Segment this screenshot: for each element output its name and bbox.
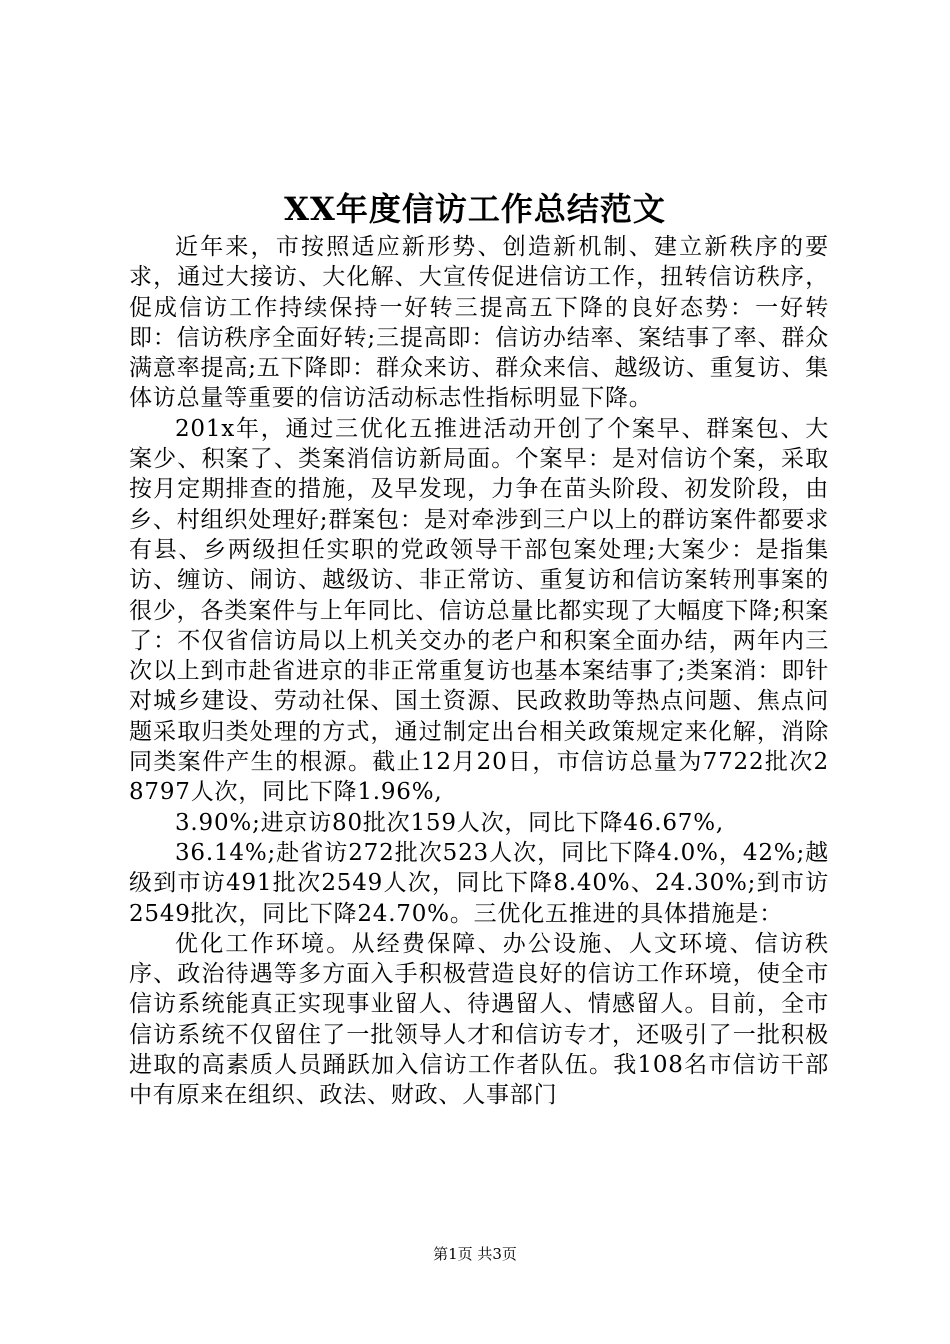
paragraph-achievements: 201x年，通过三优化五推进活动开创了个案早、群案包、大案少、积案了、类案消信访新局面。个案早：是对信访个案，采取按月定期排查的措施，及早发现，力争在苗头阶段、初发阶段，由乡、村组织处理好;群案包：是对牵涉到三户以上的群访案件都要求有县、乡两级担任实职的党政领导干部包案处理;大案少：是指集访、缠访、闹访、越级访、非正常访、重复访和信访案转刑事案的很少，各类案件与上年同比、信访总量比都实现了大幅度下降;积案了：不仅省信访局以上机关交办的老户和积案全面办结，两年内三次以上到市赴省进京的非正常重复访也基本案结事了;类案消：即针对城乡建设、劳动社保、国土资源、民政救助等热点问题、焦点问题采取归类处理的方式，通过制定出台相关政策规定来化解，消除同类案件产生的根源。截止12月20日，市信访总量为7722批次28797人次，同比下降1.96%, [129, 415, 829, 806]
paragraph-intro: 近年来，市按照适应新形势、创造新机制、建立新秩序的要求，通过大接访、大化解、大宣传促进信访工作，扭转信访秩序，促成信访工作持续保持一好转三提高五下降的良好态势：一好转即：信访秩序全面好转;三提高即：信访办结率、案结事了率、群众满意率提高;五下降即：群众来访、群众来信、越级访、重复访、集体访总量等重要的信访活动标志性指标明显下降。 [129, 234, 829, 412]
document-title: XX年度信访工作总结范文 [284, 190, 666, 228]
paragraph-work-environment: 优化工作环境。从经费保障、办公设施、人文环境、信访秩序、政治待遇等多方面入手积极营造良好的信访工作环境，使全市信访系统能真正实现事业留人、待遇留人、情感留人。目前，全市信访系统不仅留住了一批领导人才和信访专才，还吸引了一批积极进取的高素质人员踊跃加入信访工作者队伍。我108名市信访干部中有原来在组织、政法、财政、人事部门 [129, 930, 829, 1109]
document-body [129, 232, 829, 1111]
page-number-footer: 第1页 共3页 [433, 1245, 517, 1263]
paragraph-beijing-visits: 3.90%;进京访80批次159人次，同比下降46.67%, [175, 809, 724, 836]
paragraph-province-visits: 36.14%;赴省访272批次523人次，同比下降4.0%，42%;越级到市访491批次2549人次，同比下降8.40%、24.30%;到市访2549批次，同比下降24.70%。三优化五推进的具体措施是： [129, 839, 829, 927]
